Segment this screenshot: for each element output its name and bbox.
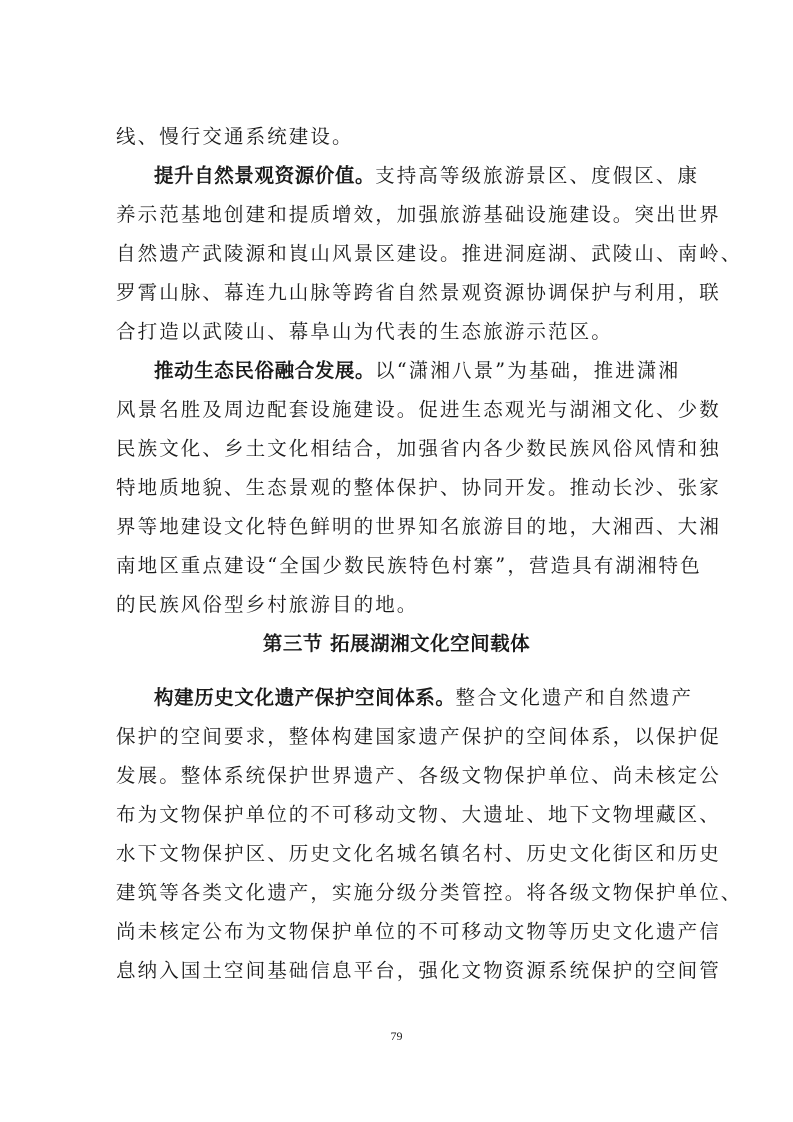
paragraph-line — [116, 281, 721, 305]
page-number: 79 — [390, 1029, 403, 1043]
body-text: 发展。整体系统保护世界遗产、各级文物保护单位、尚未核定公 — [116, 764, 721, 787]
paragraph-line — [116, 920, 721, 944]
paragraph-line — [116, 320, 682, 344]
paragraph-line — [154, 164, 700, 188]
paragraph-line — [116, 881, 743, 905]
body-text: 的民族风俗型乡村旅游目的地。 — [116, 593, 419, 616]
paragraph-line — [116, 725, 721, 749]
paragraph-line — [116, 554, 702, 578]
body-text: 民族文化、乡土文化相结合，加强省内各少数民族风俗风情和独 — [116, 437, 721, 460]
body-text: 养示范基地创建和提质增效，加强旅游基础设施建设。突出世界 — [116, 203, 721, 226]
paragraph-line — [116, 959, 721, 983]
body-text: 保护的空间要求，整体构建国家遗产保护的空间体系，以保护促 — [116, 725, 721, 748]
paragraph-line — [116, 764, 721, 788]
body-text: 特地质地貌、生态景观的整体保护、协同开发。推动长沙、张家 — [116, 476, 721, 499]
paragraph-heading: 构建历史文化遗产保护空间体系。 — [154, 686, 456, 709]
paragraph-line — [116, 803, 721, 827]
section-title: 第三节 拓展湖湘文化空间载体 — [262, 632, 531, 655]
body-text: 线、慢行交通系统建设。 — [116, 125, 354, 148]
paragraph-line — [116, 515, 721, 539]
paragraph-line — [154, 359, 682, 383]
paragraph-line — [116, 476, 721, 500]
body-text: 风景名胜及周边配套设施建设。促进生态观光与湖湘文化、少数 — [116, 398, 721, 421]
body-text: 界等地建设文化特色鲜明的世界知名旅游目的地，大湘西、大湘 — [116, 515, 721, 538]
paragraph-line — [116, 398, 721, 422]
body-text: 合打造以武陵山、幕阜山为代表的生态旅游示范区。 — [116, 320, 613, 343]
paragraph-line — [116, 203, 721, 227]
paragraph-line — [116, 242, 743, 266]
body-text: 息纳入国土空间基础信息平台，强化文物资源系统保护的空间管 — [116, 959, 721, 982]
paragraph-line — [116, 125, 682, 149]
body-text: 建筑等各类文化遗产，实施分级分类管控。将各级文物保护单位、 — [116, 881, 743, 904]
paragraph-heading: 推动生态民俗融合发展。 — [154, 359, 376, 382]
paragraph-heading: 提升自然景观资源价值。 — [154, 164, 376, 187]
body-text: 支持高等级旅游景区、度假区、康 — [375, 164, 700, 187]
body-text: 布为文物保护单位的不可移动文物、大遗址、地下文物埋藏区、 — [116, 803, 721, 826]
body-text: 自然遗产武陵源和崀山风景区建设。推进洞庭湖、武陵山、南岭、 — [116, 242, 743, 265]
paragraph-line — [116, 593, 682, 617]
body-text: 南地区重点建设“全国少数民族特色村寨”，营造具有湖湘特色 — [116, 554, 702, 577]
body-text: 尚未核定公布为文物保护单位的不可移动文物等历史文化遗产信 — [116, 920, 721, 943]
body-text: 水下文物保护区、历史文化名城名镇名村、历史文化街区和历史 — [116, 842, 721, 865]
body-text: 罗霄山脉、幕连九山脉等跨省自然景观资源协调保护与利用，联 — [116, 281, 721, 304]
paragraph-line — [116, 842, 721, 866]
body-text: 以“潇湘八景”为基础，推进潇湘 — [375, 359, 681, 382]
body-text: 整合文化遗产和自然遗产 — [455, 686, 694, 709]
paragraph-line — [116, 437, 721, 461]
paragraph-line — [154, 686, 694, 710]
